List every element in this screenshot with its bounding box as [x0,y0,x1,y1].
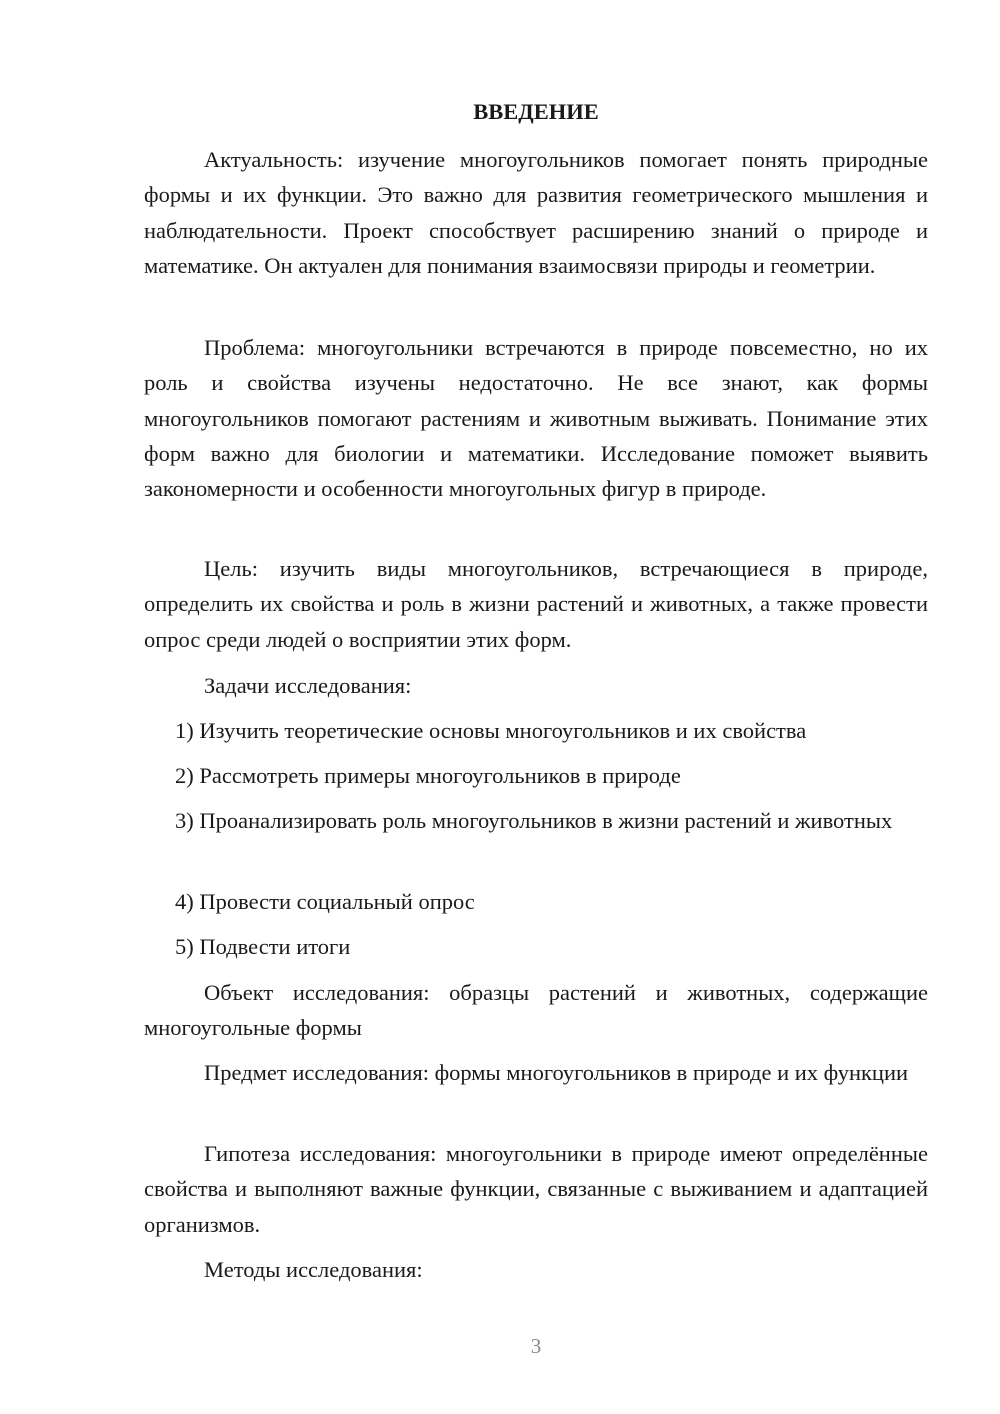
problem-paragraph: Проблема: многоугольники встречаются в природе повсеместно, но их роль и свойства изучены недостаточно. Не все знают, как формы многоугольников помогают растениям и животным выживать. Понимание этих форм важно для биологии и математики. Исследование поможет выявить закономерности и особенности многоугольных фигур в природе. [144,335,928,502]
object-paragraph: Объект исследования: образцы растений и животных, содержащие многоугольные формы [144,980,928,1041]
page-number: 3 [530,1334,542,1358]
task-item-4: 4) Провести социальный опрос [175,889,475,914]
task-item-2: 2) Рассмотреть примеры многоугольников в природе [175,763,681,788]
task-item-1: 1) Изучить теоретические основы многоугольников и их свойства [175,718,807,743]
methods-heading: Методы исследования: [204,1257,423,1282]
subject-paragraph: Предмет исследования: формы многоугольников в природе и их функции [204,1060,909,1085]
hypothesis-paragraph: Гипотеза исследования: многоугольники в природе имеют определённые свойства и выполняют важные функции, связанные с выживанием и адаптацией организмов. [144,1141,928,1237]
goal-paragraph: Цель: изучить виды многоугольников, встречающиеся в природе, определить их свойства и роль в жизни растений и животных, а также провести опрос среди людей о восприятии этих форм. [144,556,928,652]
tasks-heading: Задачи исследования: [204,673,412,698]
relevance-paragraph: Актуальность: изучение многоугольников помогает понять природные формы и их функции. Это важно для развития геометрического мышления и наблюдательности. Проект способствует расширению знаний о природе и математике. Он актуален для понимания взаимосвязи природы и геометрии. [144,147,928,278]
task-item-5: 5) Подвести итоги [175,934,351,959]
task-item-3: 3) Проанализировать роль многоугольников в жизни растений и животных [175,808,893,833]
section-heading: ВВЕДЕНИЕ [473,99,599,124]
